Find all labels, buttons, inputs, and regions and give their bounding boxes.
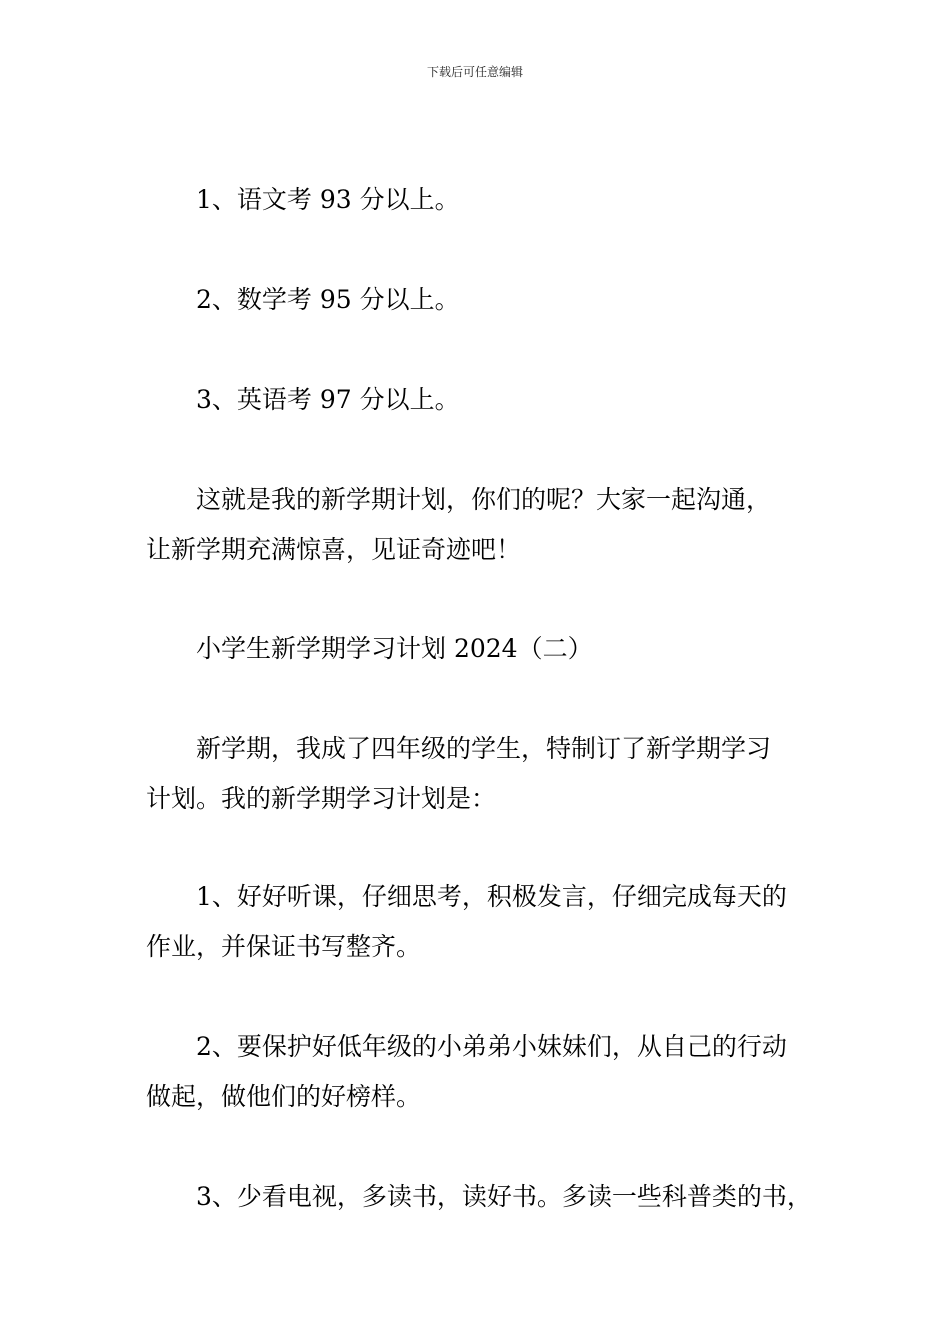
section-title: 小学生新学期学习计划 2024（二） xyxy=(196,634,593,663)
list-item-line: 2、要保护好低年级的小弟弟小妹妹们，从自己的行动 xyxy=(196,1032,787,1061)
goal-english: 3、英语考 97 分以上。 xyxy=(196,385,460,414)
list-item-line: 做起，做他们的好榜样。 xyxy=(146,1082,422,1111)
list-item-line: 3、少看电视，多读书，读好书。多读一些科普类的书， xyxy=(196,1182,812,1211)
paragraph-line: 让新学期充满惊喜，见证奇迹吧！ xyxy=(146,535,522,564)
list-item-line: 1、好好听课，仔细思考，积极发言，仔细完成每天的 xyxy=(196,882,787,911)
paragraph-line: 计划。我的新学期学习计划是： xyxy=(146,784,497,813)
goal-math: 2、数学考 95 分以上。 xyxy=(196,285,460,314)
paragraph-line: 新学期，我成了四年级的学生，特制订了新学期学习 xyxy=(196,734,772,763)
page-header: 下载后可任意编辑 xyxy=(426,65,523,79)
list-item-line: 作业，并保证书写整齐。 xyxy=(146,932,422,961)
goal-chinese: 1、语文考 93 分以上。 xyxy=(196,185,460,214)
paragraph-line: 这就是我的新学期计划，你们的呢？大家一起沟通， xyxy=(196,485,772,514)
